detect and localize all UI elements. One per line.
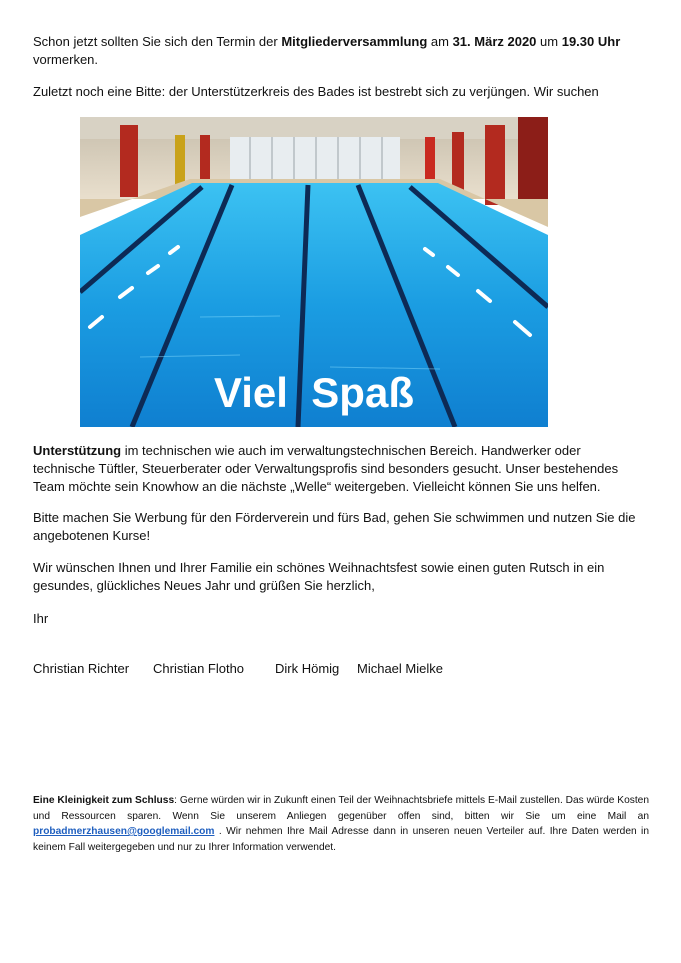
email-link[interactable]: probadmerzhausen@googlemail.com [33,826,215,837]
advertise-paragraph: Bitte machen Sie Werbung für den Förderverein und fürs Bad, gehen Sie schwimmen und nutzen Sie die angebotenen Kurse! [33,510,636,543]
signature-dirk-hoemig: Dirk Hömig [275,661,340,676]
footer-note: Eine Kleinigkeit zum Schluss: Gerne würden wir in Zukunft einen Teil der Weihnachtsbriefe mittels E-Mail zustellen. Das würde Kosten und Ressourcen sparen. Wenn Sie unserem Anliegen gegenüber offen sind, bitten wir Sie um eine Mail an probadmerzhausen@googlemail.com . Wir nehmen Ihre Mail Adresse dann in unseren neuen Verteiler auf. Ihre Daten werden in keinem Fall weitergegeben und nur zu Ihrer Information verwendet. [33,795,650,853]
meeting-label: Mitgliederversammlung [281,34,428,49]
meeting-date: 31. März 2020 [452,34,537,49]
pool-photo [80,117,548,427]
signature-michael-mielke: Michael Mielke [357,661,443,676]
signature-christian-flotho: Christian Flotho [153,661,245,676]
meeting-paragraph: Schon jetzt sollten Sie sich den Termin der Mitgliederversammlung am 31. März 2020 um 19.30 Uhr vormerken. [33,34,621,67]
footer-label: Eine Kleinigkeit zum Schluss [33,795,175,806]
meeting-time: 19.30 Uhr [561,34,621,49]
image-caption: Viel Spaß [214,369,414,416]
support-paragraph: Unterstützung im technischen wie auch im verwaltungstechnischen Bereich. Handwerker oder technische Tüftler, Steuerberater oder Verwaltungsprofis sind besonders gesucht. Unser bestehendes Team möchte sein Knowhow an die nächste „Welle“ weitergeben. Vielleicht können Sie uns helfen. [33,443,619,494]
signature-christian-richter: Christian Richter [33,661,130,676]
support-label: Unterstützung [33,443,122,458]
wishes-paragraph: Wir wünschen Ihnen und Ihrer Familie ein schönes Weihnachtsfest sowie einen guten Rutsch in ein gesundes, glückliches Neues Jahr und grüßen Sie herzlich, [33,560,605,593]
closing-text: Ihr [33,611,49,626]
pool-illustration [80,117,548,427]
request-paragraph: Zuletzt noch eine Bitte: der Unterstützerkreis des Bades ist bestrebt sich zu verjüngen. Wir suchen [33,84,599,99]
